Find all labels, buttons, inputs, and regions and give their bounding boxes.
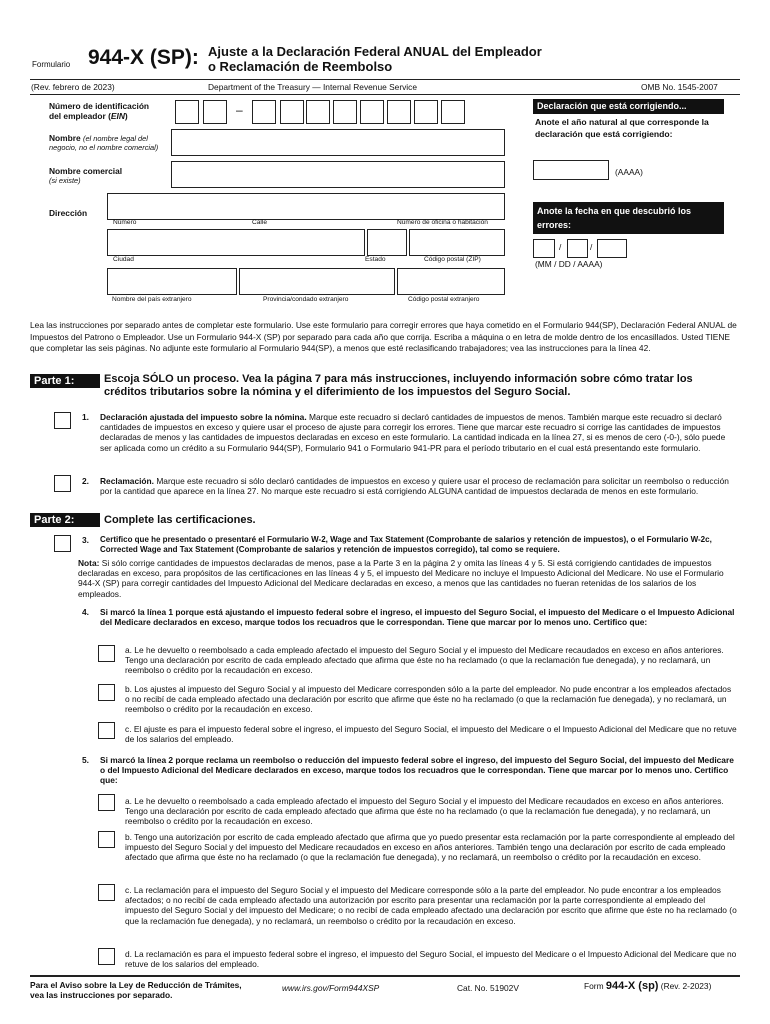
address-street-field[interactable] bbox=[107, 193, 505, 220]
line5-num: 5. bbox=[82, 755, 89, 765]
line4-num: 4. bbox=[82, 607, 89, 617]
line4c-text: c. El ajuste es para el impuesto federal sobre el ingreso, el impuesto del Seguro Social, el impuesto del Medicare o el Impuesto Adicional del Medicare que no retuve de los salarios del empleado. bbox=[125, 724, 737, 745]
footer-rule bbox=[30, 975, 740, 977]
correcting-text: Anote el año natural al que corresponde la declaración que está corrigiendo: bbox=[535, 117, 709, 139]
estado-caption: Estado bbox=[365, 256, 386, 263]
line5d-checkbox[interactable] bbox=[98, 948, 115, 965]
department-line: Department of the Treasury — Internal Revenue Service bbox=[208, 82, 418, 92]
line2-text: Reclamación. Marque este recuadro si sólo declaró cantidades de impuestos en exceso y quiere usar el proceso de reclamación para solicitar un reembolso o reducción por la cantidad que aparece en la línea 27. No marque este recuadro si está corrigiendo ALGUNA cantidad de impuestos declarada de menos en este formulario. bbox=[100, 476, 729, 497]
form-word: Formulario bbox=[32, 60, 71, 69]
line1-num: 1. bbox=[82, 412, 89, 422]
ein-digit-2[interactable] bbox=[203, 100, 227, 124]
ein-digit-10[interactable] bbox=[441, 100, 465, 124]
ein-digit-1[interactable] bbox=[175, 100, 199, 124]
ein-digit-5[interactable] bbox=[306, 100, 330, 124]
line3-num: 3. bbox=[82, 535, 89, 545]
ein-digit-8[interactable] bbox=[387, 100, 411, 124]
line5a-text: a. Le he devuelto o reembolsado a cada empleado afectado el impuesto del Seguro Social y el impuesto del Medicare recaudados en exceso en años anteriores. Tengo una declaración por escrito de cada empleado afectado que afirma que éste no ha reclamado (o que la reclamación fue denegada), y no reclamará, un reembolso o crédito por la recaudación en exceso. bbox=[125, 796, 724, 827]
city-field[interactable] bbox=[107, 229, 365, 256]
footer-form: Form 944-X (sp) (Rev. 2-2023) bbox=[584, 980, 712, 992]
line5d-text: d. La reclamación es para el impuesto federal sobre el ingreso, el impuesto del Seguro Social, el impuesto del Medicare o el Impuesto Adicional del Medicare que no retuve de los salarios del empleado. bbox=[125, 949, 737, 970]
form-title-line1: Ajuste a la Declaración Federal ANUAL del Empleador bbox=[208, 44, 542, 59]
line5b-checkbox[interactable] bbox=[98, 831, 115, 848]
pais-caption: Nombre del país extranjero bbox=[112, 296, 192, 303]
date-day-field[interactable] bbox=[567, 239, 588, 258]
omb-number: OMB No. 1545-2007 bbox=[641, 82, 718, 92]
calle-caption: Calle bbox=[252, 219, 268, 226]
intro-paragraph: Lea las instrucciones por separado antes de completar este formulario. Use este formulario para corregir errores que haya cometido en el Formulario 944(SP), Declaración Federal ANUAL de Impuestos del Patrono o Empleador. Use un Formulario 944-X (SP) por separado para cada año que corrija. Escriba a máquina o en letra de molde dentro de los encasillados. Usted TIENE que completar las seis páginas. No adjunte este formulario al Formulario 944(SP), a menos que esté reclasificando trabajadores; vea las instrucciones para la línea 42. bbox=[30, 320, 737, 354]
line1-text: Declaración ajustada del impuesto sobre la nómina. Marque este recuadro si declaró cantidades de impuestos de menos. También marque este recuadro si declaró cantidades de impuestos en exceso y quiere usar el proceso de ajuste para corregir los errores. Tiene que marcar este recuadro si corrige las cantidades de impuestos declaradas de menos y las cantidades de impuestos declaradas en exceso en este formulario. La cantidad indicada en la línea 27, si es menos de cero (-0-), sólo puede ser aplicada como un crédito a su Formulario 944(SP), Formulario 941 o Formulario 941-PR para el período tributario en el cual está presentando este formulario. bbox=[100, 412, 726, 453]
provincia-caption: Provincia/condado extranjero bbox=[263, 296, 349, 303]
name-field[interactable] bbox=[171, 129, 505, 156]
date-month-field[interactable] bbox=[533, 239, 555, 258]
line5c-text: c. La reclamación para el impuesto del Seguro Social y el impuesto del Medicare corresponde sólo a la parte del empleador. No pude encontrar a los empleados afectados; o no recibí de cada empleado afectado una autorización por escrito para presentar una reclamación por la parte correspondiente al empleado del impuesto del Seguro Social y del impuesto del Medicare; o no recibí de cada empleado afectado una declaración por escrito que afirme que éste no ha reclamado (o que la reclamación fue denegada), y no reclamará, un reembolso o crédito por la recaudación en exceso. bbox=[125, 885, 737, 926]
line5a-checkbox[interactable] bbox=[98, 794, 115, 811]
line4c-checkbox[interactable] bbox=[98, 722, 115, 739]
form-title-line2: o Reclamación de Reembolso bbox=[208, 59, 393, 74]
footer-url: www.irs.gov/Form944XSP bbox=[282, 983, 380, 993]
line2-num: 2. bbox=[82, 476, 89, 486]
foreign-country-field[interactable] bbox=[107, 268, 237, 295]
part2-tag: Parte 2: bbox=[30, 513, 100, 527]
part2-title: Complete las certificaciones. bbox=[104, 514, 256, 526]
footer-notice: Para el Aviso sobre la Ley de Reducción de Trámites, vea las instrucciones por separado. bbox=[30, 980, 242, 1000]
year-field[interactable] bbox=[533, 160, 609, 180]
state-field[interactable] bbox=[367, 229, 407, 256]
year-hint: (AAAA) bbox=[615, 167, 643, 177]
date-year-field[interactable] bbox=[597, 239, 627, 258]
date-sep-2: / bbox=[590, 242, 593, 252]
line5c-checkbox[interactable] bbox=[98, 884, 115, 901]
ein-dash: – bbox=[236, 103, 243, 117]
line1-checkbox[interactable] bbox=[54, 412, 71, 429]
address-label: Dirección bbox=[49, 208, 88, 218]
ein-label: Número de identificación del empleador (EIN) bbox=[49, 101, 150, 121]
trade-name-label: Nombre comercial (si existe) bbox=[49, 166, 123, 185]
footer-cat: Cat. No. 51902V bbox=[457, 983, 519, 993]
zip-caption: Código postal (ZIP) bbox=[424, 256, 481, 263]
line3-checkbox[interactable] bbox=[54, 535, 71, 552]
ciudad-caption: Ciudad bbox=[113, 256, 134, 263]
ein-digit-6[interactable] bbox=[333, 100, 357, 124]
trade-name-field[interactable] bbox=[171, 161, 505, 188]
line4b-text: b. Los ajustes al impuesto del Seguro Social y al impuesto del Medicare corresponden sólo a la parte del empleador. No pude encontrar a los empleados afectados o no recibí de cada empleado afectado una declaración por escrito que afirme que éste no ha reclamado (o que la reclamación fue denegada), y no reclamará, un reembolso o crédito por la recaudación en exceso. bbox=[125, 684, 732, 715]
foreign-postal-field[interactable] bbox=[397, 268, 505, 295]
note-text: Nota: Si sólo corrige cantidades de impuestos declaradas de menos, pase a la Parte 3 en la página 2 y omita las líneas 4 y 5. Si está corrigiendo cantidades de impuestos declaradas en exceso, para propósitos de las certificaciones en las líneas 4 y 5, el impuesto del Medicare no incluye el Impuesto Adicional del Medicare. No use el Formulario 944-X (SP) para corregir cantidades del Impuesto Adicional del Medicare declaradas en exceso, a menos que las cantidades no fueran retenidas de los salarios de los empleados. bbox=[78, 558, 724, 599]
correcting-header: Declaración que está corrigiendo... bbox=[533, 99, 724, 114]
oficina-caption: Número de oficina o habitación bbox=[397, 219, 488, 226]
line4b-checkbox[interactable] bbox=[98, 684, 115, 701]
date-hint: (MM / DD / AAAA) bbox=[535, 259, 603, 269]
ein-digit-7[interactable] bbox=[360, 100, 384, 124]
numero-caption: Número bbox=[113, 219, 137, 226]
ein-digit-9[interactable] bbox=[414, 100, 438, 124]
header-rule bbox=[30, 79, 740, 80]
ein-digit-4[interactable] bbox=[280, 100, 304, 124]
cp-ext-caption: Código postal extranjero bbox=[408, 296, 480, 303]
form-header bbox=[30, 40, 742, 80]
line3-text: Certifico que he presentado o presentaré el Formulario W-2, Wage and Tax Statement (Comprobante de salarios y retención de impuestos), o el Formulario W-2c, Corrected Wage and Tax Statement (Comprobante de salarios y retención de impuestos corregido), tal como se requiere. bbox=[100, 535, 712, 555]
revision-date: (Rev. febrero de 2023) bbox=[31, 82, 115, 92]
line5b-text: b. Tengo una autorización por escrito de cada empleado afectado que afirma que yo puedo presentar esta reclamación por la parte correspondiente al empleado del impuesto del Seguro Social y del impuesto del Medicare recaudados en exceso en años anteriores. También tengo una declaración por escrito de cada empleado afectado que afirma que éste no ha reclamado (o que la reclamación fue denegada), y no reclamará, un reembolso o crédito por la recaudación en exceso. bbox=[125, 832, 735, 863]
line2-checkbox[interactable] bbox=[54, 475, 71, 492]
foreign-province-field[interactable] bbox=[239, 268, 395, 295]
date-sep-1: / bbox=[559, 242, 562, 252]
discovered-header: Anote la fecha en que descubrió los errores: bbox=[533, 202, 724, 234]
line5-head: Si marcó la línea 2 porque reclama un reembolso o reducción del impuesto federal sobre el ingreso, del impuesto del Seguro Social, del impuesto del Medicare o del Impuesto Adicional del Medicare declarados en exceso, marque todos los recuadros que le correspondan. Tiene que marcar por lo menos uno. Certifico que: bbox=[100, 755, 734, 786]
name-label: Nombre (el nombre legal del negocio, no el nombre comercial) bbox=[49, 133, 159, 152]
part1-tag: Parte 1: bbox=[30, 374, 100, 388]
ein-digit-3[interactable] bbox=[252, 100, 276, 124]
header-rule-2 bbox=[30, 94, 740, 95]
zip-field[interactable] bbox=[409, 229, 505, 256]
line4a-checkbox[interactable] bbox=[98, 645, 115, 662]
line4a-text: a. Le he devuelto o reembolsado a cada empleado afectado el impuesto del Seguro Social y el impuesto del Medicare recaudados en exceso en años anteriores. Tengo una declaración por escrito de cada empleado afectado que afirma que éste no ha reclamado (o que la reclamación fue denegada), y no reclamará, un reembolso o crédito por la recaudación en exceso. bbox=[125, 645, 724, 676]
part1-title: Escoja SÓLO un proceso. Vea la página 7 para más instrucciones, incluyendo información sobre cómo tratar los créditos tributarios sobre la nómina y el diferimiento de los impuestos del Seguro Social. bbox=[104, 373, 693, 398]
form-number: 944-X (SP): bbox=[88, 46, 199, 69]
line4-head: Si marcó la línea 1 porque está ajustando el impuesto federal sobre el ingreso, el impuesto del Seguro Social, el impuesto del Medicare o el Impuesto Adicional del Medicare declarados en exceso, marque todos los recuadros que le correspondan. Tiene que marcar por lo menos uno. Certifico que: bbox=[100, 607, 735, 628]
